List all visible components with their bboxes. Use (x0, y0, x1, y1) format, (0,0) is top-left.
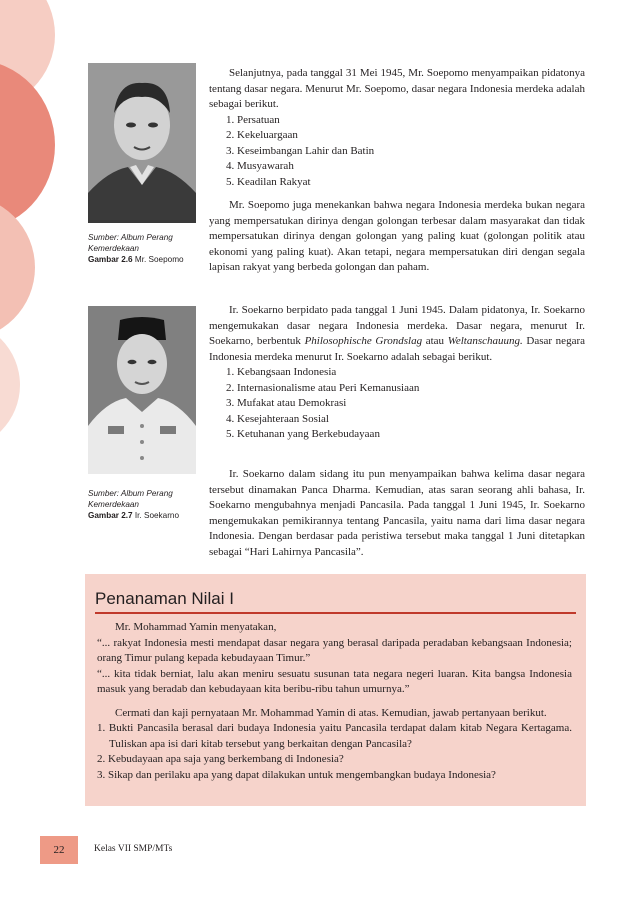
caption-source: Sumber: Album Perang Kemerdekaan (88, 233, 173, 253)
value-box (85, 574, 586, 806)
soekarno-section (209, 303, 585, 443)
yamin-quote: “... rakyat Indonesia mesti mendapat dasar negara yang berasal daripada peradaban kebangsaan Indonesia; orang Timur pulang kepada kebudayaan Timur.” (97, 636, 572, 664)
box-body (97, 620, 572, 783)
figure-caption (88, 488, 206, 521)
decorative-circle (0, 60, 55, 230)
list-item: 3. Mufakat atau Demokrasi (226, 397, 347, 409)
soepomo-list (209, 113, 585, 191)
caption-label: Gambar 2.7 (88, 511, 133, 520)
caption-source: Sumber: Album Perang Kemerdekaan (88, 489, 173, 509)
question-list (97, 721, 572, 783)
term-weltanschauung: Weltanschauung. (447, 335, 523, 347)
list-item: 3. Keseimbangan Lahir dan Batin (226, 144, 375, 157)
question-item: 1. Bukti Pancasila berasal dari budaya Indonesia yaitu Pancasila terdapat dalam kitab Negara Kertagama. Tuliskan apa isi dari kitab tersebut yang berkaitan dengan Pancasila? (97, 722, 572, 750)
list-item: 2. Internasionalisme atau Peri Kemanusiaan (226, 381, 420, 394)
question-item: 3. Sikap dan perilaku apa yang dapat dilakukan untuk mengembangkan budaya Indonesia? (97, 768, 496, 781)
list-item: 4. Kesejahteraan Sosial (226, 412, 329, 425)
term-philosophische-grondslag: Philosophische Grondslag (304, 335, 423, 347)
text-run: Dasar negara Indonesia merdeka menurut Ir. Soekarno adalah sebagai berikut. (209, 335, 585, 363)
list-item: 1. Kebangsaan Indonesia (226, 366, 337, 378)
photo-soekarno (88, 306, 196, 474)
box-instruction: Cermati dan kaji pernyataan Mr. Mohammad Yamin di atas. Kemudian, jawab pertanyaan berikut. (115, 706, 547, 719)
spacer (97, 698, 572, 706)
box-intro: Mr. Mohammad Yamin menyatakan, (115, 621, 277, 633)
decorative-circle (0, 320, 20, 450)
box-title: Penanaman Nilai I (95, 589, 234, 608)
question-item: 2. Kebudayaan apa saja yang berkembang di Indonesia? (97, 753, 344, 765)
caption-name: Mr. Soepomo (132, 255, 184, 264)
list-item: 5. Ketuhanan yang Berkebudayaan (226, 428, 380, 440)
soekarno-paragraph (209, 467, 585, 560)
paragraph: Ir. Soekarno dalam sidang itu pun menyampaikan bahwa kelima dasar negara tersebut dinamakan Panca Dharma. Kemudian, atas saran seorang ahli bahasa, Ir. Soekarno mengubahnya menjadi Pancasila. Pada tanggal 1 Juni 1945, Ir. Soekarno mengemukakan pemikirannya tentang Pancasila, yaitu nama dari lima dasar negara Indonesia. Dengan berdasar pada peristiwa tersebut maka tanggal 1 Juni ditetapkan sebagai “Hari Lahirnya Pancasila”. (209, 468, 585, 558)
page-number: 22 (40, 836, 78, 864)
figure-caption (88, 232, 206, 265)
list-item: 5. Keadilan Rakyat (226, 175, 311, 188)
soekarno-intro (209, 303, 585, 365)
caption-label: Gambar 2.6 (88, 255, 133, 264)
title-divider (95, 612, 576, 614)
list-item: 2. Kekeluargaan (226, 129, 298, 141)
soepomo-intro: Selanjutnya, pada tanggal 31 Mei 1945, Mr. Soepomo menyampaikan pidatonya tentang dasar negara. Menurut Mr. Soepomo, dasar negara Indonesia merdeka adalah sebagai berikut. (209, 67, 585, 110)
soepomo-paragraph (209, 198, 585, 276)
soepomo-section (209, 66, 585, 190)
text-run: atau (422, 335, 448, 347)
soekarno-list (209, 365, 585, 443)
photo-soepomo (88, 63, 196, 223)
caption-name: Ir. Soekarno (132, 511, 180, 520)
list-item: 4. Musyawarah (226, 160, 294, 172)
yamin-quote: “... kita tidak berniat, lalu akan meniru sesuatu susunan tata negara negeri luaran. Kita bangsa Indonesia masuk yang beradab dan kebudayaan kita beribu-ribu tahun umurnya.” (97, 667, 572, 695)
text-run: Ir. Soekarno berpidato pada tanggal 1 Juni 1945. Dalam pidatonya, Ir. Soekarno mengemukakan dasar negara Indonesia merdeka. Dasar negara, menurut Ir. Soekarno, berbentuk (209, 304, 585, 347)
paragraph: Mr. Soepomo juga menekankan bahwa negara Indonesia merdeka bukan negara yang mempersatukan dirinya dengan golongan terbesar dalam masyarakat dan tidak mempersatukan dirinya dengan golongan yang paling kuat (golongan politik atau ekonomi yang paling kuat). Akan tetapi, negara mempersatukan diri dengan segala lapisan rakyat yang berbeda golongan dan paham. (209, 199, 585, 273)
list-item: 1. Persatuan (226, 113, 280, 126)
book-title: Kelas VII SMP/MTs (94, 844, 173, 854)
